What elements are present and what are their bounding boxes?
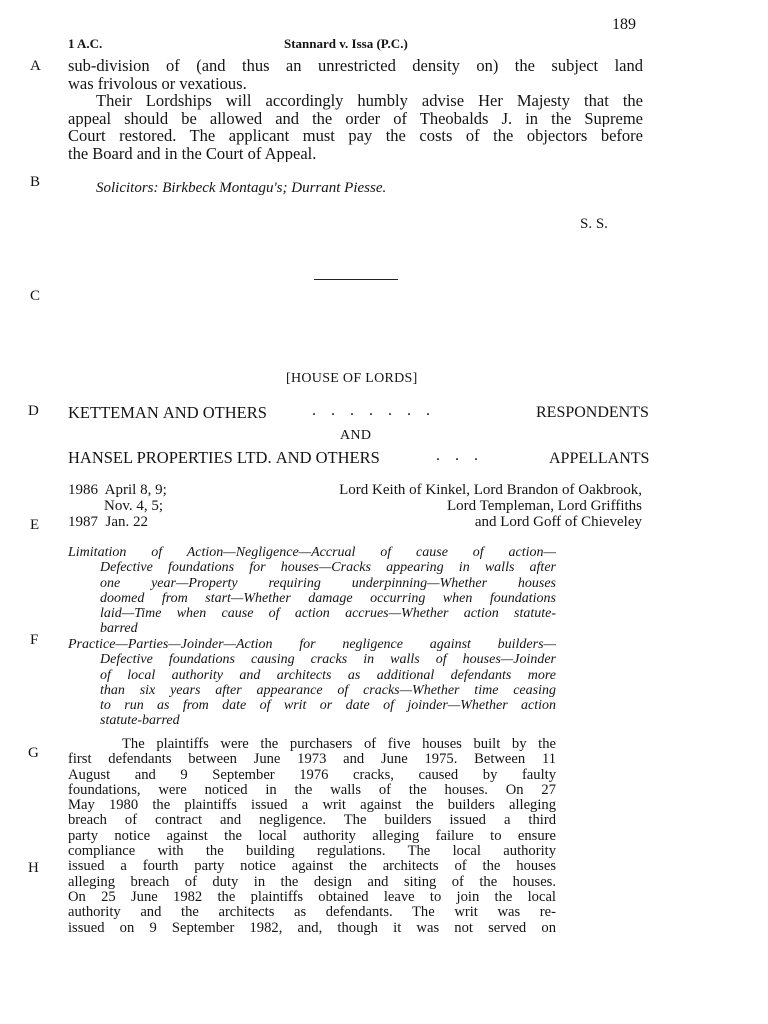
margin-letter-f: F (30, 632, 39, 648)
headnote-line: first defendants between June 1973 and June 1975. Between 11 (68, 752, 556, 768)
catchword-line: of local authority and architects as additional defendants more (100, 667, 556, 683)
previous-case-paragraph-1 (68, 57, 643, 92)
leader-dots: ... (436, 447, 493, 464)
catchword-line: doomed from start—Whether damage occurring when foundations (100, 590, 556, 606)
court-name: [HOUSE OF LORDS] (286, 371, 418, 386)
respondent-party (68, 403, 267, 423)
appellant-party (68, 448, 380, 468)
headnote-line: August and 9 September 1976 cracks, caused by faulty (68, 767, 556, 783)
catchword-line: Defective foundations causing cracks in walls of houses—Joinder (100, 652, 556, 668)
headnote-paragraph (68, 737, 556, 936)
margin-letter-h: H (28, 860, 39, 876)
headnote-line: foundations, were noticed in the walls of the houses. On 27 (68, 782, 556, 798)
versus-and: AND (340, 428, 372, 443)
respondent-name: KETTEMAN (68, 403, 159, 422)
leader-dots: ....... (312, 402, 445, 419)
catchword-line: Limitation of Action—Negligence—Accrual of cause of action— (68, 545, 556, 560)
headnote-line: May 1980 the plaintiffs issued a writ against the builders alleging (68, 798, 556, 814)
text-line: was frivolous or vexatious. (68, 74, 247, 92)
solicitors-line: Solicitors: Birkbeck Montagu's; Durrant Piesse. (96, 180, 387, 196)
coram (272, 482, 642, 530)
catchword-line: statute-barred (100, 713, 180, 729)
coram-line: and Lord Goff of Chieveley (474, 514, 642, 530)
date-line: 1987 Jan. 22 (68, 514, 148, 530)
catchword-line: to run as from date of writ or date of joinder—Whether action (100, 698, 556, 714)
headnote-line: The plaintiffs were the purchasers of five houses built by the (122, 737, 556, 752)
text-line: the Board and in the Court of Appeal. (68, 144, 317, 162)
appellant-suffix: AND OTHERS (275, 448, 380, 467)
headnote-line: party notice against the local authority alleging failure to ensure (68, 828, 556, 844)
margin-letter-b: B (30, 174, 41, 190)
reporter-initials: S. S. (580, 216, 608, 232)
appellant-name: HANSEL PROPERTIES LTD. (68, 448, 272, 467)
catchword-line: Practice—Parties—Joinder—Action for negligence against builders— (68, 637, 556, 652)
appellant-role: APPELLANTS (549, 450, 650, 467)
respondent-suffix: AND OTHERS (162, 403, 267, 422)
catchwords-limitation (68, 545, 556, 637)
margin-letter-c: C (30, 288, 41, 304)
catchwords-practice (68, 637, 556, 729)
headnote-line: issued a fourth party notice against the architects of the houses (68, 859, 556, 875)
text-line: sub-division of (and thus an unrestricted density on) the subject land (68, 57, 643, 75)
text-line: Their Lordships will accordingly humbly advise Her Majesty that the (96, 92, 643, 110)
respondent-role: RESPONDENTS (536, 404, 649, 421)
catchword-line: laid—Time when cause of action accrues—Whether action statute- (100, 606, 556, 622)
catchword-line: one year—Property requiring underpinning—Whether houses (100, 575, 556, 591)
margin-letter-g: G (28, 745, 39, 761)
headnote-line: alleging breach of duty in the design and siting of the houses. (68, 874, 556, 890)
catchword-line: Defective foundations for houses—Cracks appearing in walls after (100, 560, 556, 576)
text-line: Court restored. The applicant must pay the costs of the objectors before (68, 127, 643, 145)
catchword-line: than six years after appearance of cracks—Whether time ceasing (100, 682, 556, 698)
text-line: appeal should be allowed and the order of Theobalds J. in the Supreme (68, 109, 643, 127)
margin-letter-a: A (30, 58, 41, 74)
hearing-dates (68, 482, 167, 530)
coram-line: Lord Templeman, Lord Griffiths (446, 498, 642, 514)
coram-line: Lord Keith of Kinkel, Lord Brandon of Oakbrook, (339, 482, 642, 498)
page-number: 189 (612, 16, 636, 33)
headnote-line: breach of contract and negligence. The builders issued a third (68, 813, 556, 829)
catchword-line: barred (100, 621, 138, 637)
running-case-title: Stannard v. Issa (P.C.) (284, 36, 408, 51)
headnote-line: compliance with the building regulations. The local authority (68, 844, 556, 860)
volume-citation: 1 A.C. (68, 36, 103, 51)
date-line: Nov. 4, 5; (104, 498, 164, 514)
headnote-line: authority and the architects as defendants. The writ was re- (68, 905, 556, 921)
case-separator-rule (314, 279, 398, 280)
headnote-line: issued on 9 September 1982, and, though it was not served on (68, 920, 556, 936)
margin-letter-d: D (28, 403, 39, 419)
headnote-line: On 25 June 1982 the plaintiffs obtained leave to join the local (68, 889, 556, 905)
margin-letter-e: E (30, 517, 40, 533)
date-line: 1986 April 8, 9; (68, 482, 167, 498)
previous-case-paragraph-2 (68, 92, 643, 162)
